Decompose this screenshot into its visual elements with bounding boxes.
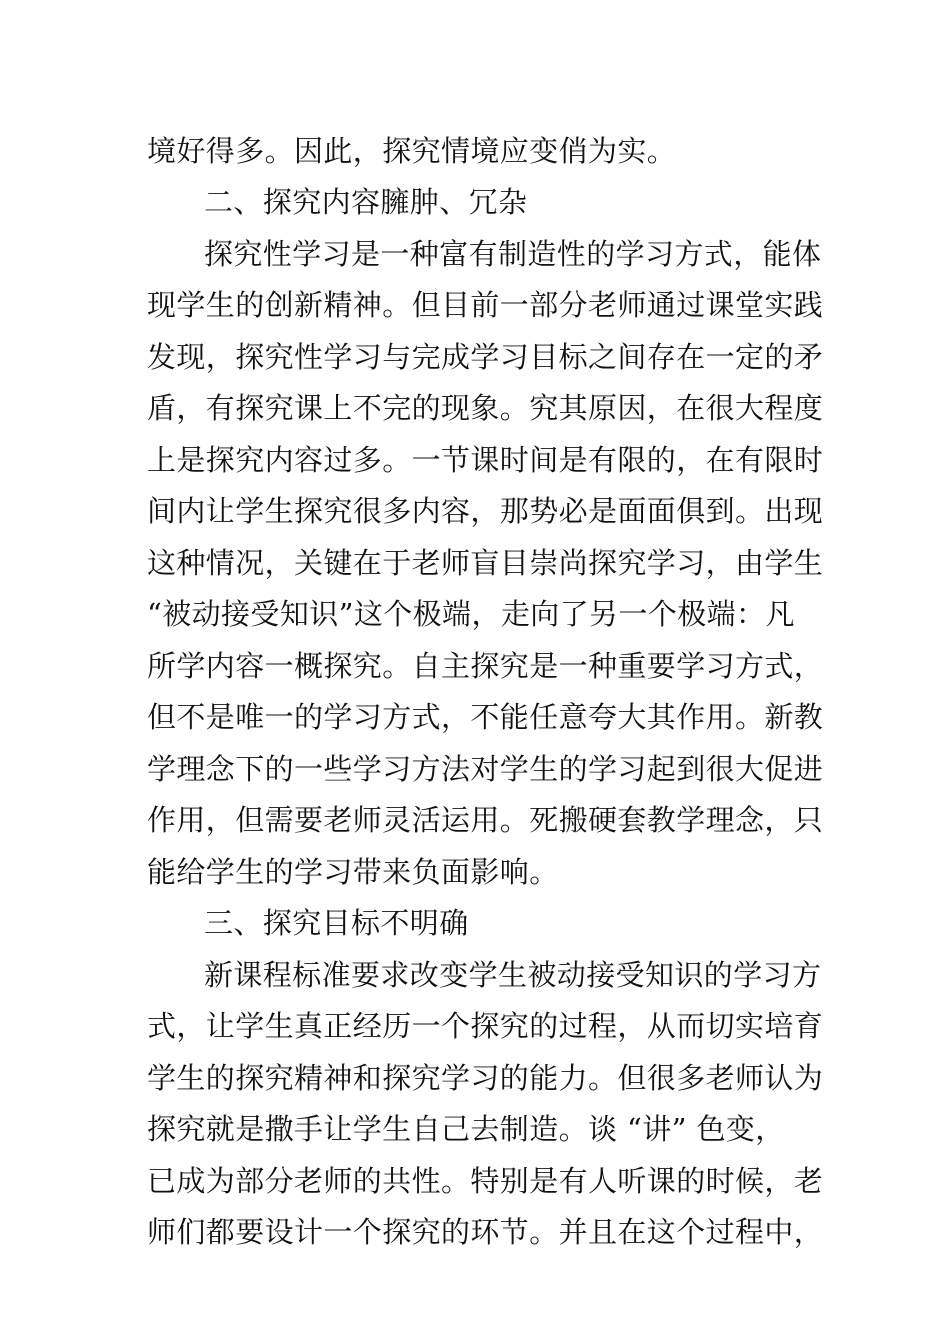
text-line-10: “被动接受知识”这个极端，走向了另一个极端：凡: [147, 597, 795, 631]
text-line-6: 盾，有探究课上不完的现象。究其原因，在很大程度: [147, 391, 824, 425]
text-line-19: 学生的探究精神和探究学习的能力。但很多老师认为: [147, 1061, 824, 1095]
text-line-15: 能给学生的学习带来负面影响。: [147, 855, 559, 889]
section-heading-3: 三、探究目标不明确: [204, 906, 469, 940]
text-line-7: 上是探究内容过多。一节课时间是有限的，在有限时: [147, 443, 824, 477]
text-line-17: 新课程标准要求改变学生被动接受知识的学习方: [204, 958, 822, 992]
text-line-1: 境好得多。因此，探究情境应变俏为实。: [147, 134, 677, 168]
section-heading-2: 二、探究内容臃肿、冗杂: [204, 185, 528, 219]
text-line-4: 现学生的创新精神。但目前一部分老师通过课堂实践: [147, 288, 824, 322]
text-line-5: 发现，探究性学习与完成学习目标之间存在一定的矛: [147, 340, 824, 374]
text-line-18: 式，让学生真正经历一个探究的过程，从而切实培育: [147, 1009, 824, 1043]
text-line-11: 所学内容一概探究。自主探究是一种重要学习方式，: [147, 649, 824, 683]
text-line-9: 这种情况，关键在于老师盲目崇尚探究学习，由学生: [147, 546, 824, 580]
text-line-21: 已成为部分老师的共性。特别是有人听课的时候，老: [147, 1164, 824, 1198]
text-line-13: 学理念下的一些学习方法对学生的学习起到很大促进: [147, 752, 824, 786]
text-line-8: 间内让学生探究很多内容，那势必是面面俱到。出现: [147, 494, 824, 528]
text-line-14: 作用，但需要老师灵活运用。死搬硬套教学理念，只: [147, 803, 824, 837]
text-line-22: 师们都要设计一个探究的环节。并且在这个过程中，: [147, 1215, 824, 1249]
text-line-12: 但不是唯一的学习方式，不能任意夸大其作用。新教: [147, 700, 824, 734]
text-line-3: 探究性学习是一种富有制造性的学习方式，能体: [204, 237, 822, 271]
text-line-20: 探究就是撒手让学生自己去制造。谈 “讲” 色变，: [147, 1112, 785, 1146]
